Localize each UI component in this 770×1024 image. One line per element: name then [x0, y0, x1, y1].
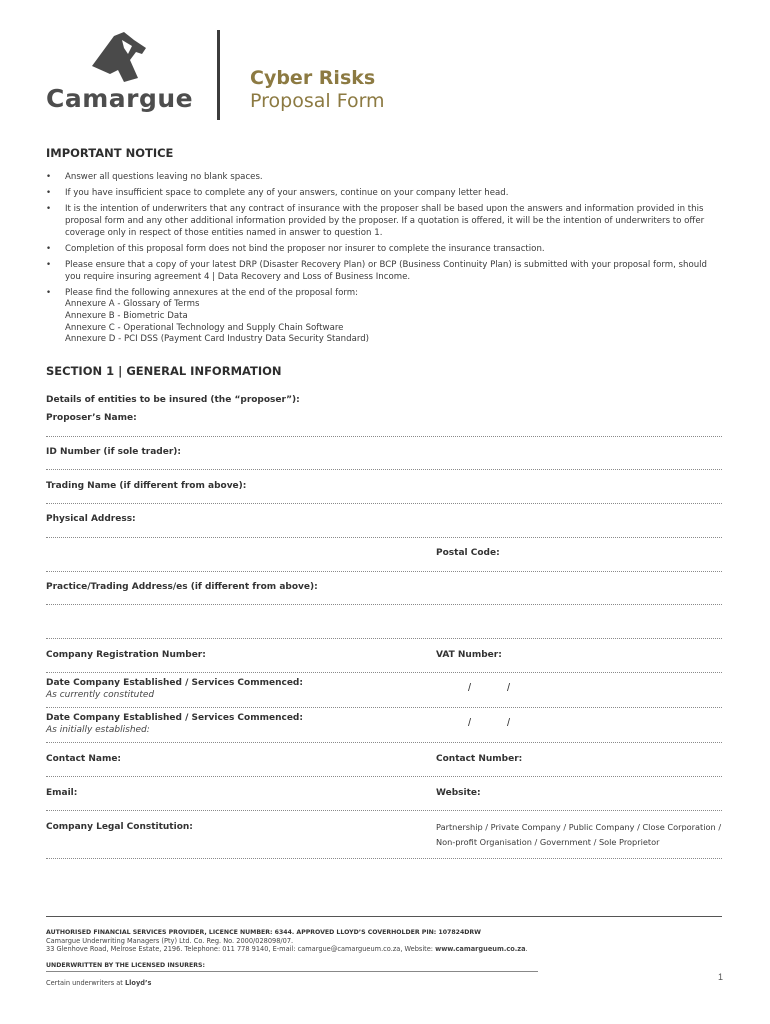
- notice-item: • Answer all questions leaving no blank spaces.: [46, 172, 722, 184]
- notice-item: • It is the intention of underwriters that any contract of insurance with the proposer shall be based upon the answers and information provided in this proposal form and any other additional information provided by the proposer. If a quotation is offered, it will be the intention of underwriters to offer coverage only in respect of those entities named in answer to question 1.: [46, 204, 722, 239]
- id-number-field[interactable]: [46, 469, 722, 470]
- contact-name-label: Contact Name:: [46, 754, 122, 764]
- date-established-initial-label: Date Company Established / Services Commenced:: [46, 713, 303, 723]
- notice-item-annexures: [46, 288, 722, 346]
- postal-code-label: Postal Code:: [436, 548, 500, 558]
- email-website-field[interactable]: [46, 810, 722, 811]
- footer-address: [46, 945, 528, 953]
- annexure-a: Annexure A - Glossary of Terms: [65, 299, 200, 310]
- footer-lloyds: [46, 979, 151, 987]
- important-notice-heading: IMPORTANT NOTICE: [46, 146, 174, 160]
- footer-address-end: .: [525, 945, 528, 953]
- date-established-initial-field[interactable]: [46, 742, 722, 743]
- section1-intro: Details of entities to be insured (the “proposer”):: [46, 395, 300, 405]
- vat-number-label: VAT Number:: [436, 650, 502, 660]
- company-reg-vat-field[interactable]: [46, 672, 722, 673]
- footer-licence-line: AUTHORISED FINANCIAL SERVICES PROVIDER, LICENCE NUMBER: 6344. APPROVED LLOYD’S COVERHOLDER PIN: 107824DRW: [46, 929, 481, 936]
- annexure-c: Annexure C - Operational Technology and Supply Chain Software: [65, 322, 344, 333]
- section1-heading: SECTION 1 | GENERAL INFORMATION: [46, 364, 282, 378]
- legal-constitution-label: Company Legal Constitution:: [46, 822, 193, 832]
- physical-address-field[interactable]: [46, 537, 722, 538]
- postal-code-field[interactable]: [46, 571, 722, 572]
- footer-company-reg: Camargue Underwriting Managers (Pty) Ltd. Co. Reg. No. 2000/028098/07.: [46, 937, 294, 945]
- document-title: Cyber Risks: [250, 67, 376, 89]
- proposer-name-field[interactable]: [46, 436, 722, 437]
- notice-item: • Completion of this proposal form does not bind the proposer nor insurer to complete the insurance transaction.: [46, 244, 722, 256]
- page-number: 1: [718, 972, 724, 982]
- date-separator: /: [468, 682, 472, 694]
- footer-website-link[interactable]: www.camargueum.co.za: [435, 945, 526, 953]
- footer-divider: [46, 916, 722, 917]
- date-established-initial-note: As initially established:: [46, 725, 150, 735]
- notice-list: [46, 172, 722, 350]
- website-label: Website:: [436, 788, 481, 798]
- physical-address-label: Physical Address:: [46, 514, 136, 524]
- trading-name-field[interactable]: [46, 503, 722, 504]
- legal-constitution-field[interactable]: [46, 858, 722, 859]
- notice-item: • Please ensure that a copy of your latest DRP (Disaster Recovery Plan) or BCP (Business Continuity Plan) is submitted with your proposal form, should you require insuring agreement 4 | Data Recovery and Loss of Business Income.: [46, 260, 722, 283]
- footer-underwritten: UNDERWRITTEN BY THE LICENSED INSURERS:: [46, 962, 205, 969]
- camargue-horse-logo-icon: [84, 30, 164, 88]
- footer-lloyds-prefix: Certain underwriters at: [46, 979, 125, 987]
- annexure-b: Annexure B - Biometric Data: [65, 310, 188, 321]
- constitution-options-line1[interactable]: Partnership / Private Company / Public Company / Close Corporation /: [436, 822, 722, 832]
- practice-address-field-1[interactable]: [46, 604, 722, 605]
- date-separator: /: [507, 682, 511, 694]
- annexure-intro: • Please find the following annexures at the end of the proposal form:: [65, 287, 359, 298]
- date-separator: /: [507, 717, 511, 729]
- annexure-d: Annexure D - PCI DSS (Payment Card Industry Data Security Standard): [65, 334, 370, 345]
- practice-address-label: Practice/Trading Address/es (if different from above):: [46, 582, 318, 592]
- contact-number-label: Contact Number:: [436, 754, 523, 764]
- date-established-current-field[interactable]: [46, 707, 722, 708]
- email-label: Email:: [46, 788, 78, 798]
- document-subtitle: Proposal Form: [250, 90, 385, 112]
- trading-name-label: Trading Name (if different from above):: [46, 481, 247, 491]
- footer-thin-divider: [46, 971, 538, 972]
- date-separator: /: [468, 717, 472, 729]
- contact-field[interactable]: [46, 776, 722, 777]
- company-reg-label: Company Registration Number:: [46, 650, 206, 660]
- date-established-current-note: As currently constituted: [46, 690, 155, 700]
- footer-address-text: 33 Glenhove Road, Melrose Estate, 2196. Telephone: 011 778 9140, E-mail: camargue@camargueum.co.za, Website:: [46, 945, 436, 953]
- notice-item: • If you have insufficient space to complete any of your answers, continue on your company letter head.: [46, 188, 722, 200]
- footer-lloyds-name: Lloyd’s: [124, 979, 152, 987]
- practice-address-field-2[interactable]: [46, 638, 722, 639]
- constitution-options-line2[interactable]: Non-profit Organisation / Government / Sole Proprietor: [436, 837, 660, 847]
- date-established-current-label: Date Company Established / Services Commenced:: [46, 678, 303, 688]
- proposer-name-label: Proposer’s Name:: [46, 413, 137, 423]
- id-number-label: ID Number (if sole trader):: [46, 447, 182, 457]
- header-divider: [217, 30, 220, 120]
- company-logo-text: Camargue: [46, 84, 194, 113]
